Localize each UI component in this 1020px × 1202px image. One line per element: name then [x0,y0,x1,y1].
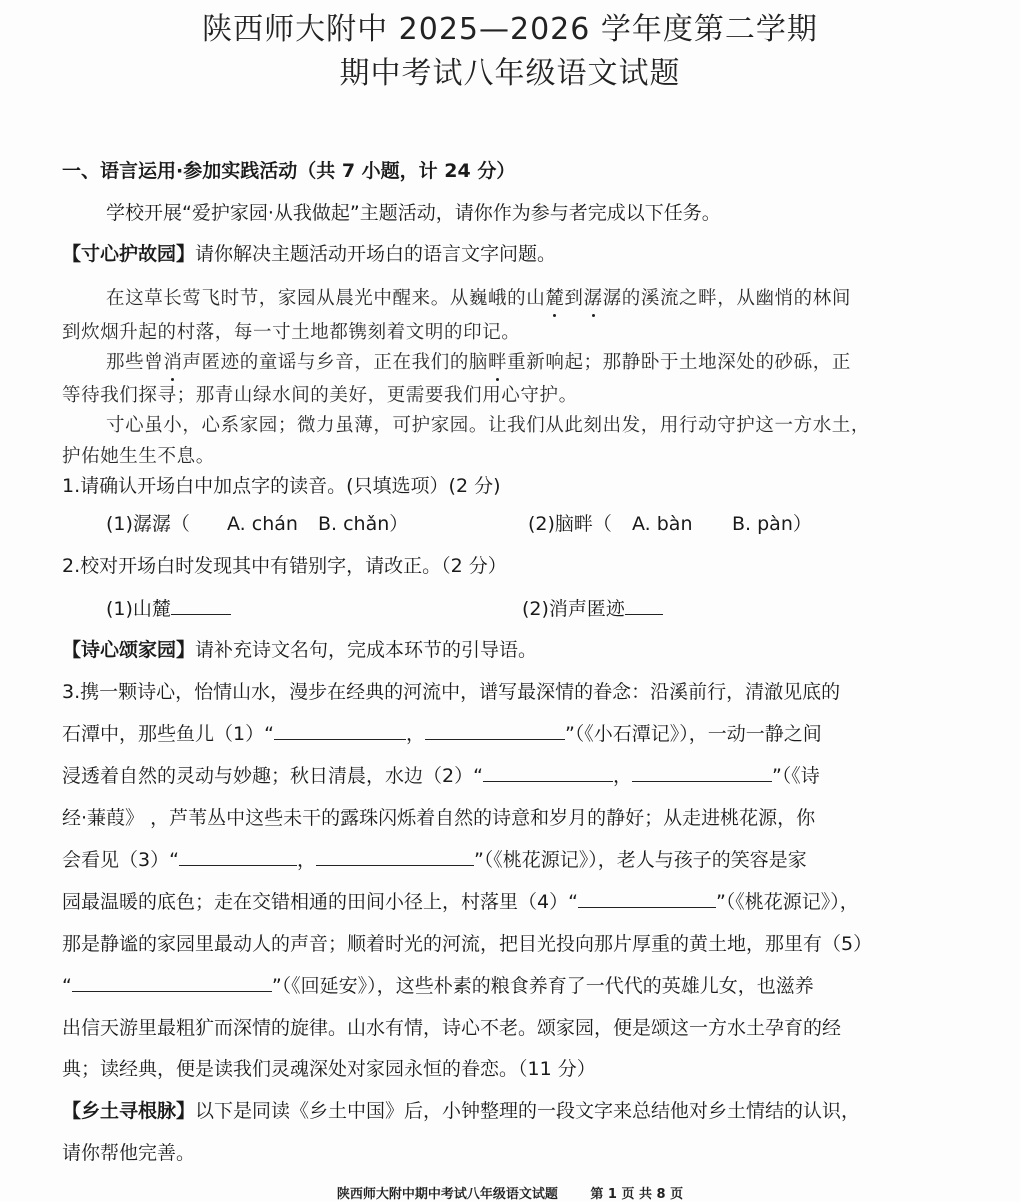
task1-header [62,241,942,267]
q3-line6 [62,889,942,915]
passage-text: 到 [564,288,584,309]
q1-item1-option-b[interactable]: B. chǎn） [318,513,409,535]
q3-text: ”（《桃花源记》），老人与孩子的笑容是家 [473,849,807,871]
passage-p1-line2: 到炊烟升起的村落，每一寸土地都镌刻着文明的印记。 [62,322,521,343]
q2-item2 [522,596,663,622]
passage-p2-line1 [62,350,986,376]
q2-item2-answer-blank[interactable] [625,596,663,615]
q3-blank-2b[interactable] [632,763,772,782]
section-intro: 学校开展“爱护家园·从我做起”主题活动，请你作为参与者完成以下任务。 [106,202,721,224]
q3-line10: 典；读经典，便是读我们灵魂深处对家园永恒的眷恋。（11 分） [62,1058,596,1080]
q3-text: 园最温暖的底色；走在交错相通的田间小径上，村落里（4）“ [62,891,578,913]
q1-item1-option-a[interactable]: A. chán [227,513,298,535]
q3-blank-5[interactable] [72,973,272,992]
passage-p3-line2: 护佑她生生不息。 [62,446,215,467]
q3-blank-3a[interactable] [179,847,297,866]
q3-text: ”（《诗 [771,765,820,787]
q3-text: 浸透着自然的灵动与妙趣；秋日清晨，水边（2）“ [62,765,483,787]
q3-line3 [62,763,942,789]
passage-text: 潺的溪流之畔，从幽悄的林间 [602,288,851,309]
q3-line5 [62,847,942,873]
passage-text: 那些曾 [106,352,164,373]
task3-instruction-line2: 请你帮他完善。 [62,1142,196,1164]
question-2-prompt: 2.校对开场白时发现其中有错别字，请改正。（2 分） [62,555,507,577]
q3-text: 石潭中，那些鱼儿（1）“ [62,723,274,745]
task3-header [62,1098,942,1124]
passage-text: 重新响起；那静卧于土地深处的砂砾，正 [507,352,851,373]
q3-line1: 3.携一颗诗心，怡情山水，漫步在经典的河流中，谱写最深情的眷念：沿溪前行，清澈见底的 [62,681,841,703]
q1-item2-label: (2)脑畔（ [528,513,612,535]
passage-text: 在这草长莺飞时节，家园从晨光中醒来。从巍峨的山 [106,288,546,309]
dotted-char: 麓 [545,286,564,312]
q3-line9: 出信天游里最粗犷而深情的旋律。山水有情，诗心不老。颂家园，便是颂这一方水土孕育的经 [62,1017,842,1039]
q3-text: “ [62,975,72,997]
q3-text: ， [612,765,632,787]
q2-item1-label: (1)山麓 [106,598,171,620]
passage-p2-line2: 等待我们探寻；那青山绿水间的美好，更需要我们用心守护。 [62,385,578,406]
q3-text: ”（《回延安》），这些朴素的粮食养育了一代代的英雄儿女，也滋养 [271,975,814,997]
q3-line2 [62,721,942,747]
q1-item2-option-a[interactable]: A. bàn [632,513,693,535]
task2-tag: 【诗心颂家园】 [62,639,196,661]
q3-blank-3b[interactable] [316,847,474,866]
task1-tag: 【寸心护故园】 [62,243,196,265]
task2-instruction: 请补充诗文名句，完成本环节的引导语。 [195,639,538,661]
dotted-char: 潺 [584,286,603,312]
q2-item1 [106,596,231,622]
q3-text: ， [296,849,316,871]
q3-text: ”（《小石潭记》），一动一静之间 [564,723,822,745]
task2-header [62,637,942,663]
q2-item1-answer-blank[interactable] [171,596,231,615]
q3-blank-4[interactable] [578,889,716,908]
q3-line8 [62,973,942,999]
q1-item2-option-b[interactable]: B. pàn） [732,513,812,535]
passage-text: 声匿迹的童谣与乡音，正在我们的脑 [182,352,489,373]
task3-instruction: 以下是同读《乡土中国》后，小钟整理的一段文字来总结他对乡土情结的认识， [195,1100,861,1122]
section-heading: 一、语言运用·参加实践活动（共 7 小题，计 24 分） [62,160,516,182]
question-1-prompt: 1.请确认开场白中加点字的读音。(只填选项）(2 分) [62,475,501,497]
q3-line4: 经·蒹葭》 ，芦苇丛中这些未干的露珠闪烁着自然的诗意和岁月的静好；从走进桃花源，你 [62,807,816,829]
footer-exam-name: 陕西师大附中期中考试八年级语文试题 [336,1187,558,1202]
q1-item1-label: (1)潺潺（ [106,513,190,535]
dotted-char: 消 [163,350,182,376]
passage-p1-line1 [62,286,986,312]
q3-line7: 那是静谧的家园里最动人的声音；顺着时光的河流，把目光投向那片厚重的黄土地，那里有（5） [62,933,873,955]
task1-instruction: 请你解决主题活动开场白的语言文字问题。 [195,243,557,265]
dotted-char: 畔 [488,350,507,376]
q3-text: 会看见（3）“ [62,849,179,871]
exam-title-line2: 期中考试八年级语文试题 [339,56,681,91]
exam-title-line1: 陕西师大附中 2025—2026 学年度第二学期 [202,12,818,47]
q3-text: ， [405,723,425,745]
q3-blank-2a[interactable] [483,763,613,782]
page-footer [0,1183,1020,1202]
passage-p3-line1: 寸心虽小，心系家园；微力虽薄，可护家园。让我们从此刻出发，用行动守护这一方水土， [106,415,871,436]
q3-text: ”（《桃花源记》）， [715,891,859,913]
q3-blank-1b[interactable] [425,721,565,740]
q3-blank-1a[interactable] [274,721,406,740]
q2-item2-label: (2)消声匿迹 [522,598,625,620]
task3-tag: 【乡土寻根脉】 [62,1100,196,1122]
footer-page-number: 第 1 页 共 8 页 [590,1187,684,1202]
